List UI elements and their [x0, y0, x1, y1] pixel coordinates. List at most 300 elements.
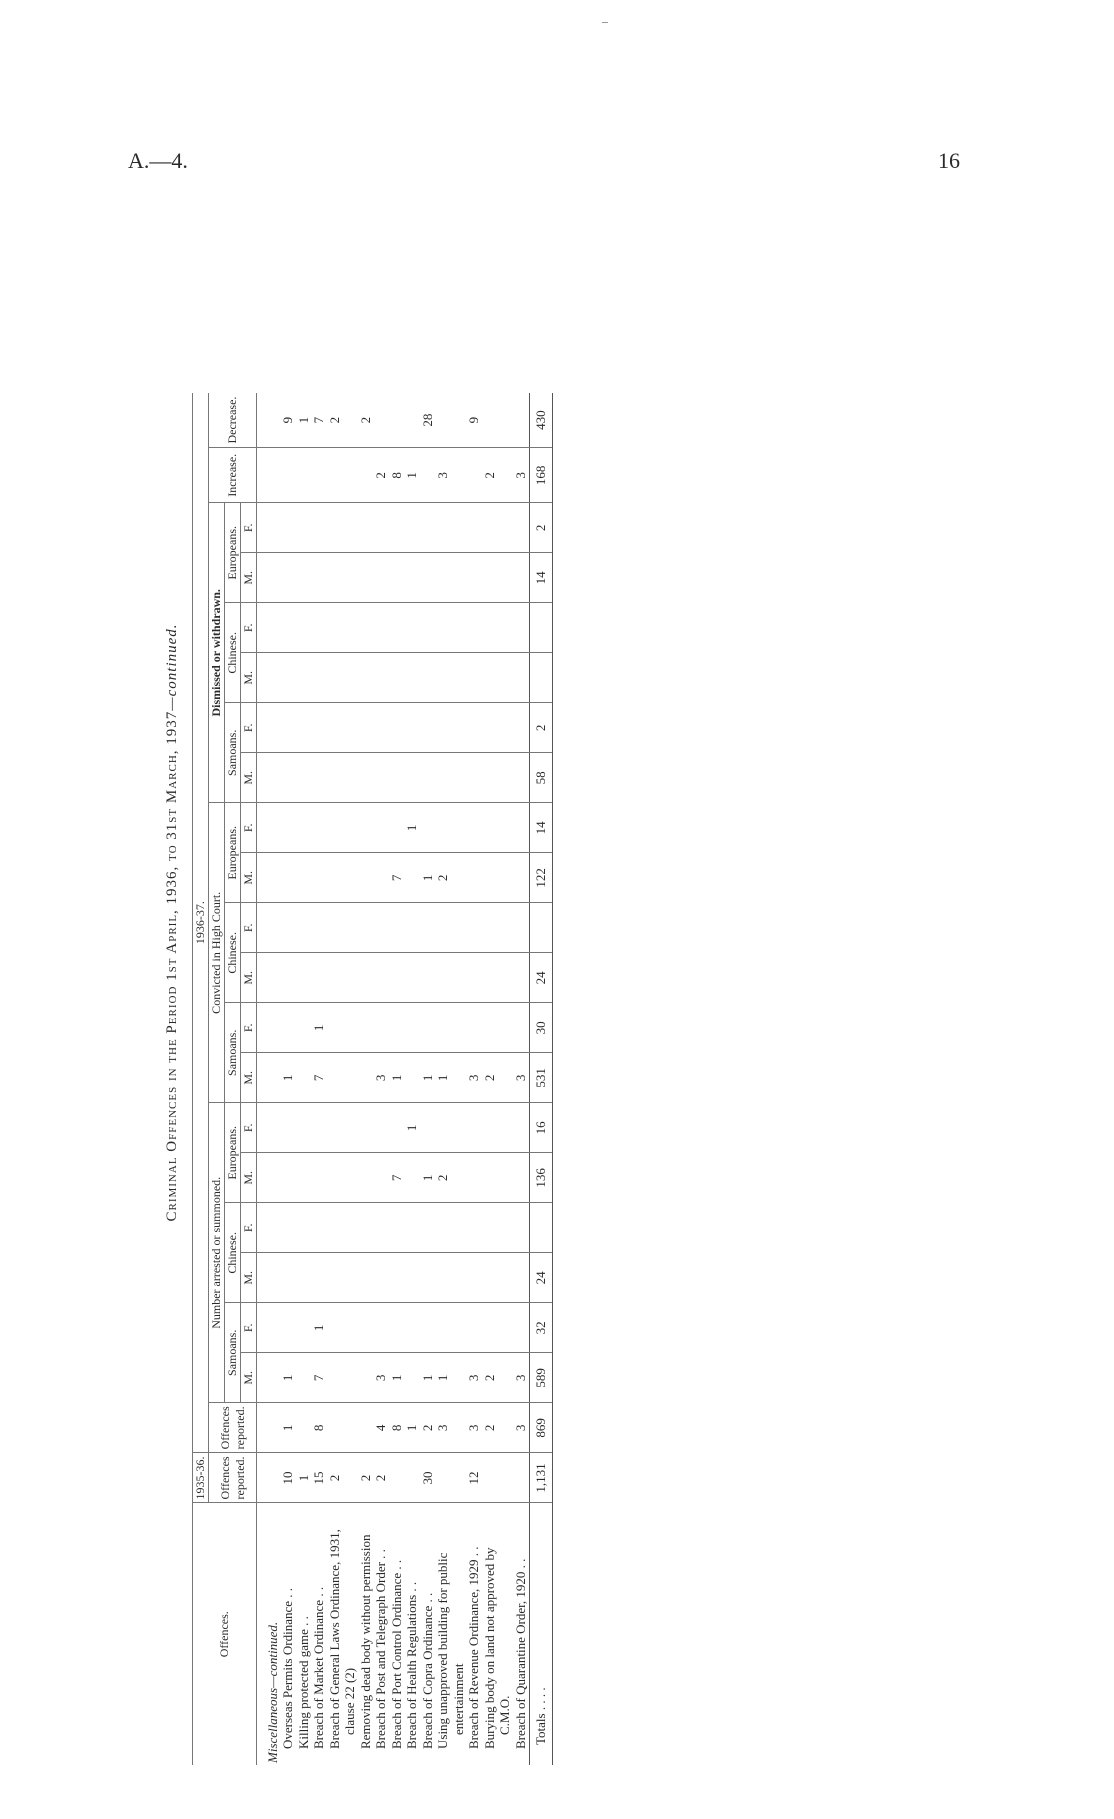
- table-cell: 1: [281, 1403, 297, 1453]
- table-body: [257, 393, 530, 1765]
- table-cell: [451, 1103, 467, 1153]
- table-cell: [296, 853, 312, 903]
- table-cell: [327, 448, 343, 503]
- dismissed-header: Dismissed or withdrawn.: [209, 503, 225, 803]
- table-cell: [296, 1253, 312, 1303]
- female-header: F.: [241, 1203, 257, 1253]
- table-cell: 2: [374, 448, 390, 503]
- table-cell: [482, 803, 498, 853]
- table-cell: [265, 853, 281, 903]
- offence-label: Breach of Health Regulations . .: [404, 1581, 420, 1749]
- table-cell: [513, 603, 529, 653]
- table-cell: [296, 903, 312, 953]
- table-cell: [482, 1003, 498, 1053]
- offence-label: C.M.O.: [497, 1695, 513, 1735]
- offence-label: Breach of General Laws Ordinance, 1931,: [326, 1529, 342, 1749]
- table-cell: [529, 653, 552, 703]
- table-cell: 14: [529, 553, 552, 603]
- table-cell: [265, 1153, 281, 1203]
- table-cell: [451, 1003, 467, 1053]
- table-cell: [405, 1153, 421, 1203]
- table-cell: [281, 853, 297, 903]
- table-cell: [389, 1103, 405, 1153]
- table-cell: 8: [389, 448, 405, 503]
- table-cell: [451, 703, 467, 753]
- table-row: [281, 393, 297, 1765]
- table-cell: 2: [358, 1453, 374, 1503]
- table-row: [343, 393, 359, 1765]
- table-cell: [436, 393, 452, 448]
- table-cell: [343, 1453, 359, 1503]
- table-cell: [482, 1253, 498, 1303]
- table-cell: [265, 448, 281, 503]
- offence-label: clause 22 (2): [342, 1667, 358, 1735]
- table-cell: [389, 1253, 405, 1303]
- table-cell: [498, 393, 514, 448]
- table-cell: [327, 703, 343, 753]
- table-cell: [374, 953, 390, 1003]
- table-cell: [498, 1103, 514, 1153]
- offence-label: Breach of Revenue Ordinance, 1929 . .: [466, 1546, 482, 1749]
- table-cell: 3: [513, 1053, 529, 1103]
- table-cell: [482, 653, 498, 703]
- table-cell: [498, 1053, 514, 1103]
- samoans-header: Samoans.: [225, 1003, 241, 1103]
- table-cell: [420, 1203, 436, 1253]
- table-cell: [513, 1103, 529, 1153]
- table-cell: [467, 703, 483, 753]
- table-row: [374, 393, 390, 1765]
- table-cell: [327, 953, 343, 1003]
- table-cell: [389, 803, 405, 853]
- table-cell: [296, 1303, 312, 1353]
- table-cell: 2: [420, 1403, 436, 1453]
- table-cell: 3: [467, 1053, 483, 1103]
- table-cell: [281, 1003, 297, 1053]
- table-cell: [405, 953, 421, 1003]
- table-cell: [374, 903, 390, 953]
- table-cell: [467, 953, 483, 1003]
- table-cell: [281, 503, 297, 553]
- table-cell: 3: [467, 1403, 483, 1453]
- table-cell: [281, 903, 297, 953]
- table-cell: [420, 503, 436, 553]
- table-cell: 4: [374, 1403, 390, 1453]
- table-cell: [281, 603, 297, 653]
- table-cell: [343, 803, 359, 853]
- table-cell: [498, 953, 514, 1003]
- table-cell: [281, 1253, 297, 1303]
- offence-label: Burying body on land not approved by: [481, 1547, 497, 1749]
- table-cell: [358, 1353, 374, 1403]
- table-cell: [358, 903, 374, 953]
- table-cell: [281, 1203, 297, 1253]
- female-header: F.: [241, 903, 257, 953]
- offence-label: Removing dead body without permission: [357, 1534, 373, 1749]
- table-cell: [296, 703, 312, 753]
- table-cell: [513, 1253, 529, 1303]
- table-cell: [498, 553, 514, 603]
- table-cell: 3: [467, 1353, 483, 1403]
- table-cell: [389, 393, 405, 448]
- table-cell: [265, 1103, 281, 1153]
- table-cell: 1: [389, 1053, 405, 1103]
- table-cell: [498, 503, 514, 553]
- table-cell: [327, 1353, 343, 1403]
- table-cell: [343, 1153, 359, 1203]
- table-cell: [482, 703, 498, 753]
- table-cell: 1: [312, 1003, 328, 1053]
- table-cell: [296, 1103, 312, 1153]
- table-cell: 3: [513, 448, 529, 503]
- table-cell: [281, 653, 297, 703]
- table-cell: 1: [405, 1403, 421, 1453]
- male-header: M.: [241, 853, 257, 903]
- table-cell: [358, 703, 374, 753]
- table-cell: [374, 853, 390, 903]
- table-cell: [451, 603, 467, 653]
- table-cell: [327, 653, 343, 703]
- table-cell: [405, 603, 421, 653]
- table-cell: [312, 503, 328, 553]
- table-cell: 3: [436, 1403, 452, 1453]
- table-cell: [420, 903, 436, 953]
- table-cell: [343, 1353, 359, 1403]
- table-row: [482, 393, 498, 1765]
- table-cell: 14: [529, 803, 552, 853]
- table-cell: [343, 1103, 359, 1153]
- male-header: M.: [241, 1153, 257, 1203]
- table-row: [436, 393, 452, 1765]
- table-cell: [374, 803, 390, 853]
- table-cell: [405, 503, 421, 553]
- table-cell: [467, 448, 483, 503]
- table-cell: [327, 1053, 343, 1103]
- table-cell: 2: [436, 1153, 452, 1203]
- table-cell: [327, 553, 343, 603]
- table-cell: [296, 953, 312, 1003]
- table-cell: [358, 803, 374, 853]
- table-cell: [498, 1003, 514, 1053]
- table-cell: [513, 653, 529, 703]
- chinese-header: Chinese.: [225, 903, 241, 1003]
- table-cell: [389, 553, 405, 603]
- table-cell: [513, 1203, 529, 1253]
- male-header: M.: [241, 1053, 257, 1103]
- table-cell: [498, 1453, 514, 1503]
- table-cell: 1: [389, 1353, 405, 1403]
- table-cell: [498, 1203, 514, 1253]
- table-cell: [327, 1103, 343, 1153]
- reported-prev-header: Offences reported.: [209, 1453, 257, 1503]
- table-cell: [451, 753, 467, 803]
- table-cell: [513, 1153, 529, 1203]
- table-cell: 1: [420, 853, 436, 903]
- table-cell: [312, 1103, 328, 1153]
- table-cell: [451, 1203, 467, 1253]
- table-cell: 1: [312, 1303, 328, 1353]
- table-cell: [296, 503, 312, 553]
- table-cell: 3: [374, 1053, 390, 1103]
- table-cell: [296, 803, 312, 853]
- table-cell: [265, 603, 281, 653]
- table-cell: [451, 503, 467, 553]
- table-cell: [265, 1053, 281, 1103]
- table-cell: [436, 803, 452, 853]
- table-cell: [498, 803, 514, 853]
- table-cell: [405, 903, 421, 953]
- table-cell: [436, 503, 452, 553]
- table-cell: [265, 1303, 281, 1353]
- table-cell: 1: [420, 1053, 436, 1103]
- table-cell: [296, 1203, 312, 1253]
- table-cell: [420, 553, 436, 603]
- table-cell: [405, 1303, 421, 1353]
- table-cell: 10: [281, 1453, 297, 1503]
- table-cell: [482, 1153, 498, 1203]
- table-cell: [482, 1453, 498, 1503]
- table-cell: 3: [513, 1403, 529, 1453]
- table-cell: [467, 1303, 483, 1353]
- table-cell: [482, 1203, 498, 1253]
- table-cell: [451, 1153, 467, 1203]
- table-cell: [513, 953, 529, 1003]
- table-cell: [451, 803, 467, 853]
- table-cell: [389, 1003, 405, 1053]
- table-cell: [343, 753, 359, 803]
- table-cell: 2: [482, 1053, 498, 1103]
- table-cell: [498, 448, 514, 503]
- table-cell: [436, 1203, 452, 1253]
- totals-label: Totals . . . .: [529, 1503, 552, 1765]
- table-cell: [327, 1003, 343, 1053]
- table-cell: [312, 803, 328, 853]
- scan-mark: [602, 22, 608, 23]
- offence-label: Breach of Copra Ordinance . .: [419, 1592, 435, 1749]
- table-cell: [389, 703, 405, 753]
- table-cell: [513, 903, 529, 953]
- table-cell: [374, 553, 390, 603]
- table-cell: [312, 953, 328, 1003]
- table-cell: [265, 1403, 281, 1453]
- table-cell: 30: [529, 1003, 552, 1053]
- table-cell: [343, 1203, 359, 1253]
- table-cell: [343, 503, 359, 553]
- table-cell: 430: [529, 393, 552, 448]
- table-cell: 30: [420, 1453, 436, 1503]
- table-cell: [420, 703, 436, 753]
- table-cell: [265, 703, 281, 753]
- table-cell: [265, 653, 281, 703]
- table-cell: [451, 1453, 467, 1503]
- female-header: F.: [241, 603, 257, 653]
- table-cell: [296, 603, 312, 653]
- offences-table: [192, 393, 553, 1765]
- table-cell: 869: [529, 1403, 552, 1453]
- table-cell: [374, 1253, 390, 1303]
- table-cell: 2: [374, 1453, 390, 1503]
- table-cell: [513, 853, 529, 903]
- chinese-header: Chinese.: [225, 603, 241, 703]
- table-cell: [312, 1253, 328, 1303]
- female-header: F.: [241, 703, 257, 753]
- europeans-header: Europeans.: [225, 803, 241, 903]
- table-cell: 122: [529, 853, 552, 903]
- table-cell: [358, 1003, 374, 1053]
- table-cell: [467, 553, 483, 603]
- table-cell: [374, 603, 390, 653]
- offence-label: Killing protected game . .: [295, 1616, 311, 1749]
- table-cell: [529, 903, 552, 953]
- table-cell: [343, 853, 359, 903]
- table-cell: [281, 553, 297, 603]
- table-cell: [420, 653, 436, 703]
- female-header: F.: [241, 1103, 257, 1153]
- table-cell: 1: [296, 393, 312, 448]
- table-cell: [265, 903, 281, 953]
- table-cell: [436, 1453, 452, 1503]
- offence-label: Overseas Permits Ordinance . .: [280, 1587, 296, 1749]
- table-cell: [327, 853, 343, 903]
- table-cell: [405, 1053, 421, 1103]
- table-row: [451, 393, 467, 1765]
- table-cell: [358, 1103, 374, 1153]
- table-cell: [312, 853, 328, 903]
- table-cell: [327, 1253, 343, 1303]
- table-cell: [389, 1303, 405, 1353]
- table-cell: [343, 1053, 359, 1103]
- table-cell: [498, 753, 514, 803]
- table-cell: 2: [529, 503, 552, 553]
- table-cell: [358, 653, 374, 703]
- table-cell: [498, 703, 514, 753]
- samoans-header: Samoans.: [225, 1303, 241, 1403]
- male-header: M.: [241, 1253, 257, 1303]
- table-cell: [265, 1453, 281, 1503]
- table-cell: [374, 753, 390, 803]
- table-cell: 2: [327, 1453, 343, 1503]
- table-cell: [389, 1453, 405, 1503]
- table-cell: [281, 703, 297, 753]
- table-cell: 7: [389, 1153, 405, 1203]
- table-cell: [529, 1203, 552, 1253]
- table-cell: [498, 1403, 514, 1453]
- table-cell: [436, 753, 452, 803]
- table-cell: [436, 1103, 452, 1153]
- table-cell: [482, 393, 498, 448]
- table-cell: [420, 1303, 436, 1353]
- samoans-header: Samoans.: [225, 703, 241, 803]
- table-cell: 3: [374, 1353, 390, 1403]
- table-cell: 2: [436, 853, 452, 903]
- table-cell: [312, 1203, 328, 1253]
- table-cell: [343, 1303, 359, 1353]
- table-cell: [451, 1403, 467, 1453]
- table-cell: [312, 653, 328, 703]
- table-cell: [312, 448, 328, 503]
- table-cell: 2: [529, 703, 552, 753]
- table-row: [265, 393, 281, 1765]
- table-cell: [343, 393, 359, 448]
- female-header: F.: [241, 1303, 257, 1353]
- offence-label: Breach of Post and Telegraph Order . .: [373, 1549, 389, 1749]
- table-cell: [358, 503, 374, 553]
- table-cell: [312, 1153, 328, 1203]
- offence-label: Breach of Quarantine Order, 1920 . .: [512, 1558, 528, 1749]
- table-cell: [343, 953, 359, 1003]
- table-cell: [343, 1003, 359, 1053]
- female-header: F.: [241, 1003, 257, 1053]
- table-cell: [343, 903, 359, 953]
- table-cell: [389, 653, 405, 703]
- table-cell: 7: [389, 853, 405, 903]
- table-cell: [451, 903, 467, 953]
- table-cell: [374, 703, 390, 753]
- table-cell: 1: [436, 1053, 452, 1103]
- table-cell: 1: [420, 1153, 436, 1203]
- table-cell: [296, 1003, 312, 1053]
- table-cell: [451, 653, 467, 703]
- totals-row: [529, 393, 552, 1765]
- table-cell: [451, 1303, 467, 1353]
- offence-label: entertainment: [450, 1663, 466, 1735]
- table-row: [327, 393, 343, 1765]
- table-cell: [482, 1303, 498, 1353]
- table-cell: [312, 903, 328, 953]
- table-cell: [467, 1153, 483, 1203]
- table-cell: [265, 1003, 281, 1053]
- table-cell: [451, 393, 467, 448]
- offences-header: Offences.: [193, 1503, 257, 1765]
- table-cell: 8: [389, 1403, 405, 1453]
- table-cell: [374, 1303, 390, 1353]
- table-cell: [343, 1403, 359, 1453]
- table-cell: 2: [482, 1403, 498, 1453]
- table-cell: [281, 448, 297, 503]
- table-cell: [405, 553, 421, 603]
- table-cell: 12: [467, 1453, 483, 1503]
- table-cell: [451, 448, 467, 503]
- table-cell: 1: [405, 1103, 421, 1153]
- table-cell: [296, 553, 312, 603]
- table-cell: [482, 553, 498, 603]
- table-cell: [498, 1253, 514, 1303]
- table-cell: [281, 753, 297, 803]
- table-cell: [436, 1253, 452, 1303]
- table-cell: [513, 503, 529, 553]
- male-header: M.: [241, 653, 257, 703]
- table-cell: 2: [482, 448, 498, 503]
- table-cell: [451, 953, 467, 1003]
- table-cell: [389, 903, 405, 953]
- table-cell: [436, 903, 452, 953]
- table-cell: [327, 1153, 343, 1203]
- table-cell: [265, 953, 281, 1003]
- table-cell: 15: [312, 1453, 328, 1503]
- table-cell: [265, 1353, 281, 1403]
- table-cell: [358, 853, 374, 903]
- table-cell: [513, 1303, 529, 1353]
- table-cell: [420, 953, 436, 1003]
- table-cell: [296, 1153, 312, 1203]
- table-cell: [436, 953, 452, 1003]
- table-cell: [498, 653, 514, 703]
- table-cell: [467, 903, 483, 953]
- table-cell: [467, 753, 483, 803]
- table-cell: [420, 1103, 436, 1153]
- table-cell: [513, 803, 529, 853]
- table-cell: [265, 393, 281, 448]
